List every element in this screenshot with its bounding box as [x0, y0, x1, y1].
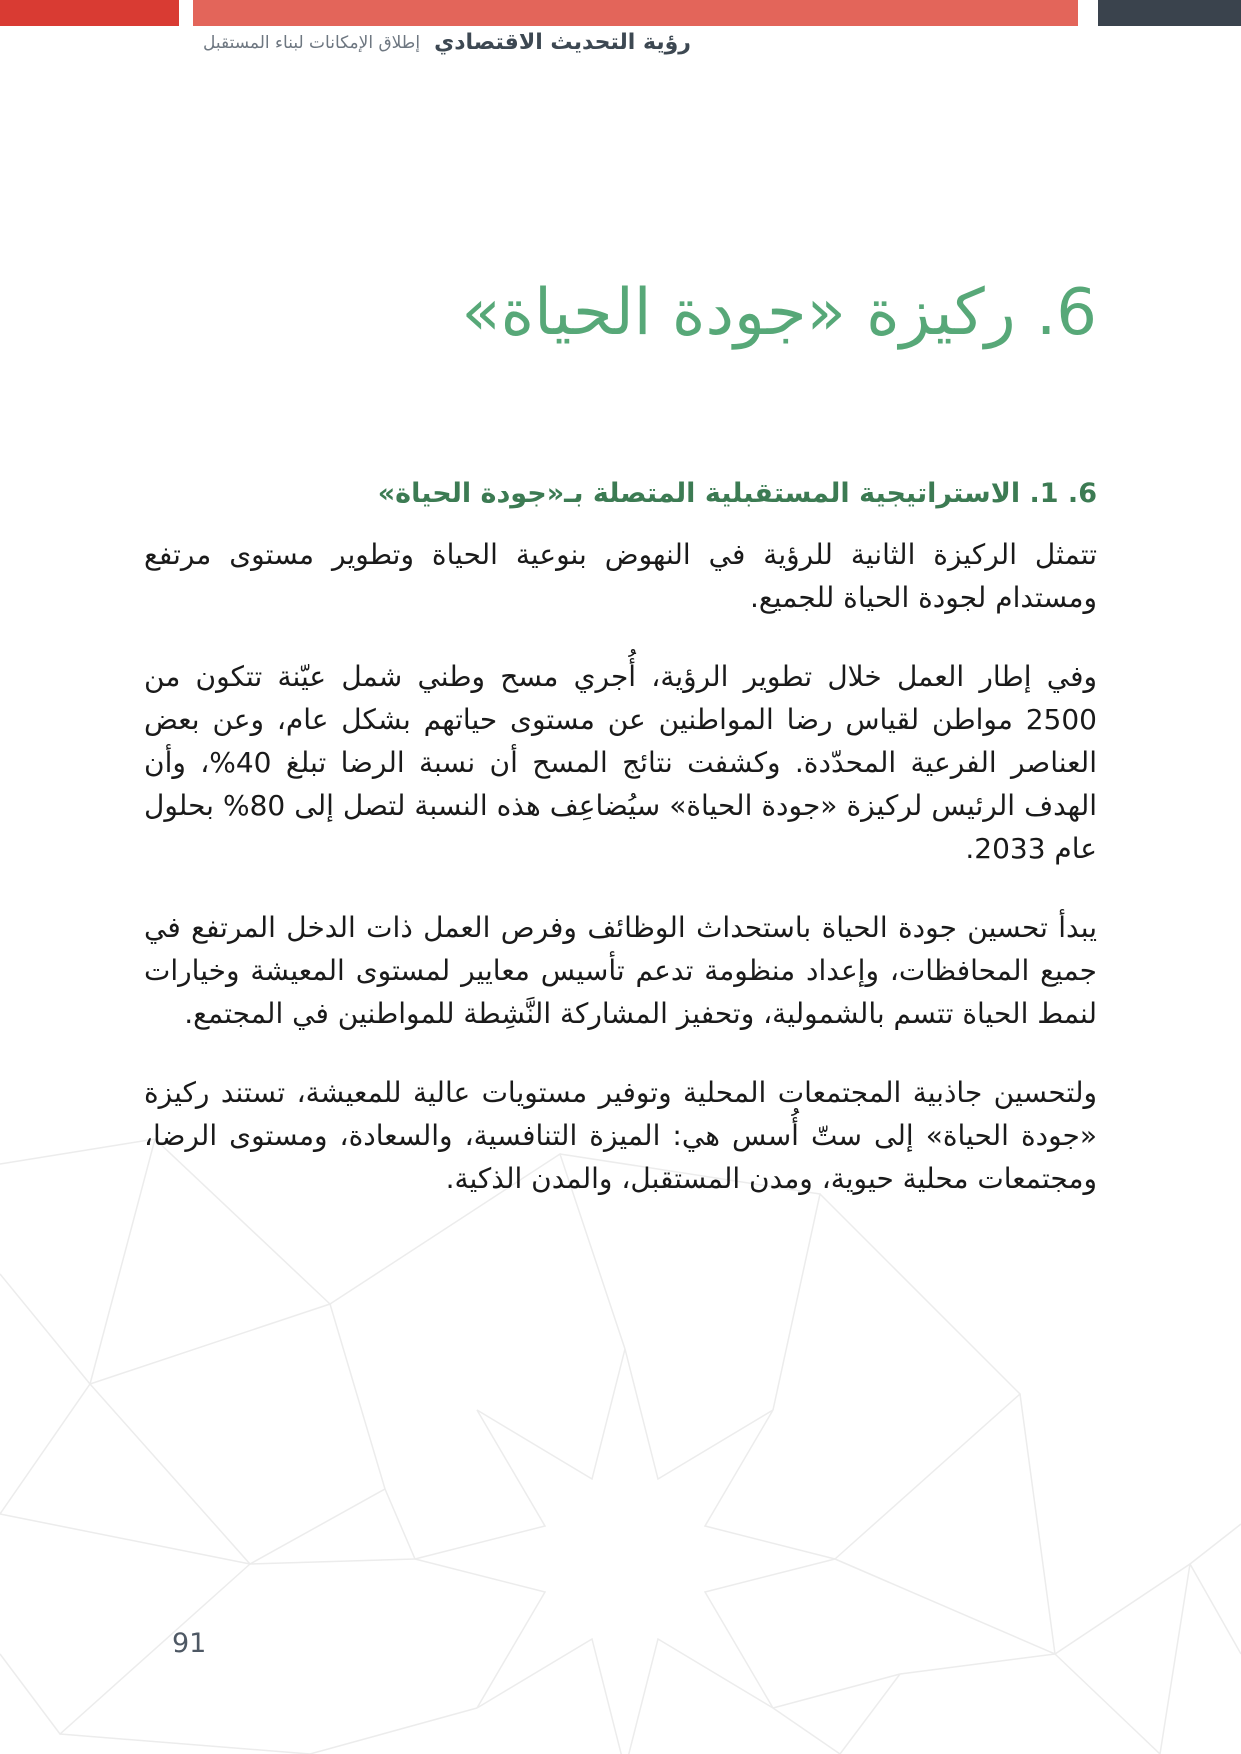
top-bar-dark-right	[1098, 0, 1241, 26]
main-content	[144, 0, 1097, 1236]
page-header	[203, 30, 691, 55]
paragraph-4: ولتحسين جاذبية المجتمعات المحلية وتوفير مستويات عالية للمعيشة، تستند ركيزة «جودة الحياة» إلى ستّ أُسس هي: الميزة التنافسية، والسعادة، ومستوى الرضا، ومجتمعات محلية حيوية، ومدن المستقبل، والمدن الذكية.	[144, 1075, 1097, 1195]
paragraph-3: يبدأ تحسين جودة الحياة باستحداث الوظائف وفرص العمل ذات الدخل المرتفع في جميع المحافظات، وإعداد منظومة تدعم تأسيس معايير لمستوى المعيشة وخيارات لنمط الحياة تتسم بالشمولية، وتحفيز المشاركة النَّشِطة للمواطنين في المجتمع.	[144, 910, 1097, 1030]
header-subtitle: إطلاق الإمكانات لبناء المستقبل	[203, 32, 421, 53]
header-title: رؤية التحديث الاقتصادي	[434, 30, 691, 55]
pattern-star	[415, 1349, 835, 1754]
section-heading: 6. 1. الاستراتيجية المستقبلية المتصلة بـ«جودة الحياة»	[377, 478, 1097, 510]
paragraph-1: تتمثل الركيزة الثانية للرؤية في النهوض بنوعية الحياة وتطوير مستوى مرتفع ومستدام لجودة الحياة للجميع.	[144, 537, 1097, 614]
chapter-title: 6. ركيزة «جودة الحياة»	[461, 276, 1097, 350]
page-number: 91	[172, 1628, 207, 1659]
paragraph-2: وفي إطار العمل خلال تطوير الرؤية، أُجري مسح وطني شمل عيّنة تتكون من 2500 مواطن لقياس رضا المواطنين عن مستوى حياتهم بشكل عام، وعن بعض العناصر الفرعية المحدّدة. وكشفت نتائج المسح أن نسبة الرضا تبلغ 40%، وأن الهدف الرئيس لركيزة «جودة الحياة» سيُضاعِف هذه النسبة لتصل إلى 80% بحلول عام 2033.	[144, 659, 1098, 865]
